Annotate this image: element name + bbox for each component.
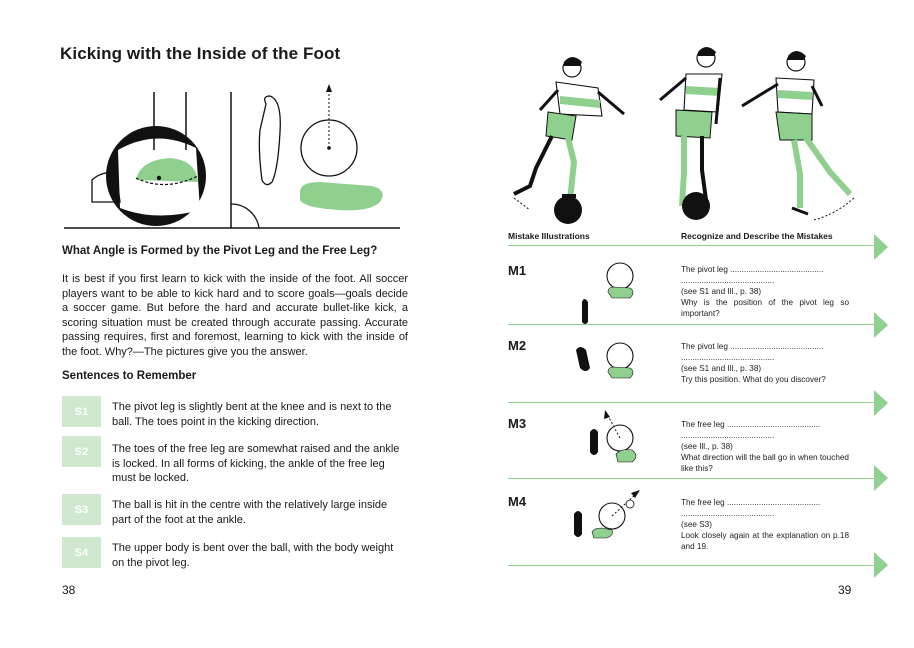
mistake-question: Look closely again at the explanation on p.18 and 19. bbox=[681, 531, 849, 551]
sentence-badge-s1: S1 bbox=[62, 396, 101, 427]
mistake-line1: The free leg bbox=[681, 420, 725, 429]
mistake-label-m3: M3 bbox=[508, 416, 527, 431]
angle-subheading: What Angle is Formed by the Pivot Leg and the Free Leg? bbox=[62, 245, 378, 257]
mistake-line1: The pivot leg bbox=[681, 342, 728, 351]
mistake-text-m3 bbox=[681, 419, 849, 474]
mistake-text-m2 bbox=[681, 341, 849, 385]
page-number-right: 39 bbox=[838, 583, 852, 597]
sentences-heading: Sentences to Remember bbox=[62, 370, 197, 382]
intro-paragraph: It is best if you first learn to kick with the inside of the foot. All soccer players want to be able to kick hard and to score goals—goals decide a soccer game. But before the hard and accurate bullet-like kick, a scoring situation must be created through accurate passing. Accurate passing requires, first and foremost, learning to kick with the inside of the foot. Why?—The pictures give you the answer. bbox=[62, 273, 408, 358]
mistake-question: Try this position. What do you discover? bbox=[681, 375, 826, 384]
dotted-fill: ......................................... bbox=[681, 353, 775, 362]
mistake-ref: (see Ill., p. 38) bbox=[681, 442, 733, 451]
page-number-left: 38 bbox=[62, 583, 76, 597]
mistake-text-m1 bbox=[681, 264, 849, 319]
sentence-badge-s2: S2 bbox=[62, 436, 101, 467]
mistake-ref: (see S1 and Ill., p. 38) bbox=[681, 287, 762, 296]
mistake-ref: (see S1 and Ill., p. 38) bbox=[681, 364, 762, 373]
sentence-badge-s4: S4 bbox=[62, 537, 101, 568]
mistake-ref: (see S3) bbox=[681, 520, 712, 529]
dotted-fill: ......................................... bbox=[681, 431, 775, 440]
mistake-line1: The pivot leg bbox=[681, 265, 728, 274]
mistake-question: Why is the position of the pivot leg so important? bbox=[681, 298, 849, 318]
mistake-line1: The free leg bbox=[681, 498, 725, 507]
sentence-badge-s3: S3 bbox=[62, 494, 101, 525]
sentence-text-s3: The ball is hit in the centre with the relatively large inside part of the foot at the ankle. bbox=[112, 499, 388, 526]
dotted-fill: ......................................... bbox=[681, 509, 775, 518]
mistake-text-m4 bbox=[681, 497, 849, 552]
sentence-text-s1: The pivot leg is slightly bent at the knee and is next to the ball. The toes point in the kicking direction. bbox=[112, 401, 392, 428]
sentence-text-s2: The toes of the free leg are somewhat raised and the ankle is locked. In all forms of kicking, the ankle of the free leg must be locked. bbox=[112, 443, 400, 485]
mistake-label-m2: M2 bbox=[508, 338, 527, 353]
page-title: Kicking with the Inside of the Foot bbox=[60, 44, 341, 63]
dotted-fill: ......................................... bbox=[726, 498, 821, 507]
col-label-illustrations: Mistake Illustrations bbox=[508, 231, 590, 241]
dotted-fill: ......................................... bbox=[730, 342, 824, 351]
dotted-fill: ......................................... bbox=[681, 276, 775, 285]
mistake-label-m4: M4 bbox=[508, 494, 527, 509]
dotted-fill: ......................................... bbox=[730, 265, 824, 274]
mistake-label-m1: M1 bbox=[508, 263, 527, 278]
mistake-question: What direction will the ball go in when touched like this? bbox=[681, 453, 849, 473]
dotted-fill: ......................................... bbox=[726, 420, 821, 429]
sentence-text-s4: The upper body is bent over the ball, with the body weight on the pivot leg. bbox=[112, 542, 394, 569]
col-label-describe: Recognize and Describe the Mistakes bbox=[681, 231, 833, 241]
